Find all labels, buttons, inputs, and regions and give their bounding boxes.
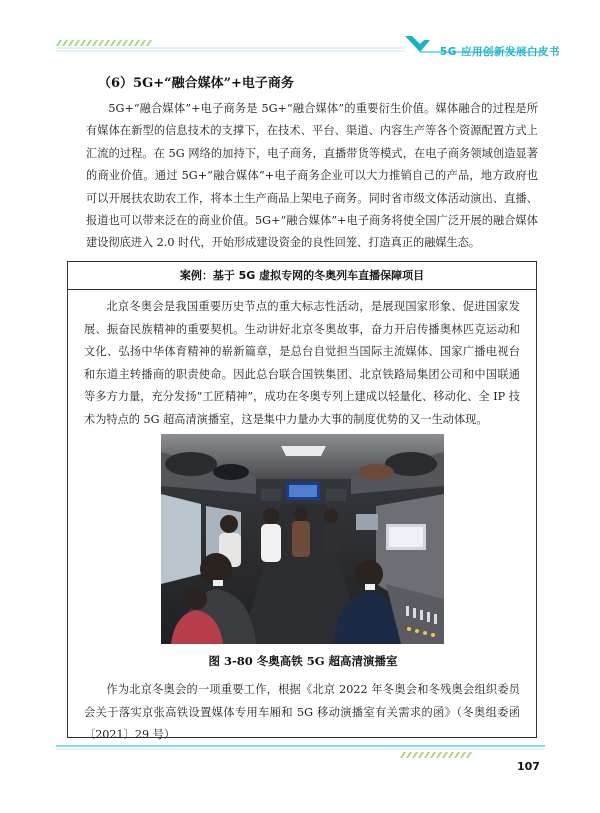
case-paragraph-2: 作为北京冬奥会的一项重要工作，根据《北京 2022 年冬奥会和冬残奥会组织委员会关于落实京张高铁设置媒体专用车厢和 5G 移动演播室有关需求的函》（冬奥组委函〔2021〕29 号）	[84, 683, 520, 742]
footer-stripes	[400, 752, 472, 758]
case-paragraph-1: 北京冬奥会是我国重要历史节点的重大标志性活动，是展现国家形象、促进国家发展、振奋民族精神的重要契机。生动讲好北京冬奥故事，奋力开启传播奥林匹克运动和文化、弘扬中华体育精神的崭新篇章，是总台自觉担当国际主流媒体、国家广播电视台和东道主转播商的职责使命。因此总台联合国铁集团、北京铁路局集团公司和中国联通等多方力量，充分发扬“工匠精神”，成功在冬奥专列上建成以轻量化、移动化、全 IP 技术为特点的 5G 超高清演播室，这是集中力量办大事的制度优势的又一生动体现。	[84, 300, 520, 426]
section-heading: （6）5G+“融合媒体”+电子商务	[98, 76, 294, 91]
header-stripes	[56, 40, 152, 46]
figure-caption: 图 3-80 冬奥高铁 5G 超高清演播室	[208, 654, 398, 668]
footer-decoration	[0, 736, 600, 766]
header-chevron-icon	[405, 36, 430, 52]
header-title: 5G 应用创新发展白皮书	[439, 46, 560, 58]
case-title: 案例：基于 5G 虚拟专网的冬奥列车直播保障项目	[68, 262, 536, 290]
section-paragraph: 5G+“融合媒体”+电子商务是 5G+“融合媒体”的重要衍生价值。媒体融合的过程是所有媒体在新型的信息技术的支撑下，在技术、平台、渠道、内容生产等各个资源配置方式上汇流的过程。在 5G 网络的加持下，电子商务，直播带货等模式，在电子商务领域创造显著的商业价值。通过 5G+“融合媒体”+电子商务企业可以大力推销自己的产品，地方政府也可以开展扶农助农工作，将本土生产商品上架电子商务。同时省市级文体活动演出、直播、报道也可以带来泛在的商业价值。5G+“融合媒体”+电子商务将使全国广泛开展的融合媒体建设彻底进入 2.0 时代，开始形成建设资金的良性回笼、打造真正的融媒生态。	[86, 102, 538, 250]
train-studio-photo	[161, 434, 444, 644]
page-number: 107	[517, 760, 540, 773]
case-box	[67, 261, 537, 742]
